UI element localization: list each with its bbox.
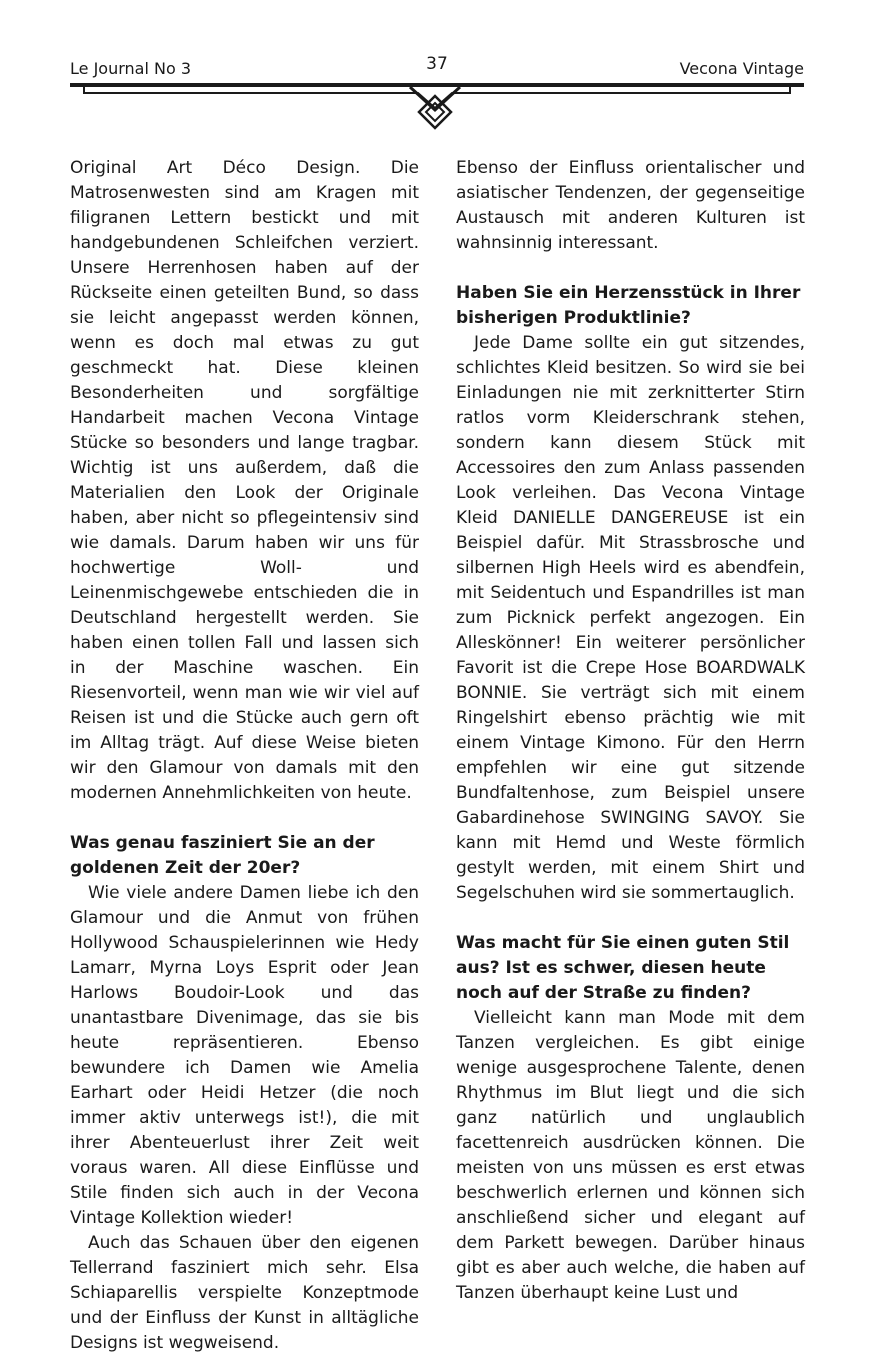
right-column	[456, 156, 805, 1306]
interview-question: Haben Sie ein Herzensstück in Ihrer bisherigen Produktlinie?	[456, 283, 801, 328]
interview-question: Was macht für Sie einen guten Stil aus? Ist es schwer, diesen heute noch auf der Straße zu finden?	[456, 933, 790, 1003]
paragraph: Vielleicht kann man Mode mit dem Tanzen vergleichen. Es gibt einige wenige ausgesprochene Talente, denen Rhythmus im Blut liegt und die sich ganz natürlich und unglaublich facettenreich ausdrücken können. Die meisten von uns müssen es erst etwas beschwerlich erlernen und können sich anschließend sicher und elegant auf dem Parkett bewegen. Darüber hinaus gibt es aber auch welche, die haben auf Tanzen überhaupt keine Lust und	[456, 1008, 805, 1303]
paragraph: Original Art Déco Design. Die Matrosenwesten sind am Kragen mit filigranen Lettern bestickt und mit handgebundenen Schleifchen verziert. Unsere Herrenhosen haben auf der Rückseite einen geteilten Bund, so dass sie leicht angepasst werden können, wenn es doch mal etwas zu gut geschmeckt hat. Diese kleinen Besonderheiten und sorgfältige Handarbeit machen Vecona Vintage Stücke so besonders und lange tragbar. Wichtig ist uns außerdem, daß die Materialien den Look der Originale haben, aber nicht so pflegeintensiv sind wie damals. Darum haben wir uns für hochwertige Woll- und Leinenmischgewebe entschieden die in Deutschland hergestellt werden. Sie haben einen tollen Fall und lassen sich in der Maschine waschen. Ein Riesenvorteil, wenn man wie wir viel auf Reisen ist und die Stücke auch gern oft im Alltag trägt. Auf diese Weise bieten wir den Glamour von damals mit den modernen Annehmlichkeiten von heute.	[70, 158, 419, 803]
page-header	[70, 56, 804, 78]
paragraph: Ebenso der Einfluss orientalischer und asiatischer Tendenzen, der gegenseitige Austausch mit anderen Kulturen ist wahnsinnig interessant.	[456, 158, 805, 253]
paragraph: Wie viele andere Damen liebe ich den Glamour und die Anmut von frühen Hollywood Schauspielerinnen wie Hedy Lamarr, Myrna Loys Esprit oder Jean Harlows Boudoir-Look und das unantastbare Divenimage, das sie bis heute repräsentieren. Ebenso bewundere ich Damen wie Amelia Earhart oder Heidi Hetzer (die noch immer aktiv unterwegs ist!), die mit ihrer Abenteuerlust ihrer Zeit weit voraus waren. All diese Einflüsse und Stile finden sich auch in der Vecona Vintage Kollektion wieder!	[70, 883, 419, 1228]
paragraph: Auch das Schauen über den eigenen Tellerrand fasziniert mich sehr. Elsa Schiaparellis verspielte Konzeptmode und der Einfluss der Kunst in alltägliche Designs ist wegweisend.	[70, 1233, 419, 1353]
interview-question: Was genau fasziniert Sie an der goldenen Zeit der 20er?	[70, 833, 375, 878]
journal-title: Le Journal No 3	[70, 59, 192, 78]
brand-name: Vecona Vintage	[679, 59, 804, 78]
left-column	[70, 156, 419, 1356]
art-deco-divider-ornament	[70, 78, 804, 134]
paragraph: Jede Dame sollte ein gut sitzendes, schlichtes Kleid besitzen. So wird sie bei Einladungen nie mit zerknitterter Stirn ratlos vorm Kleiderschrank stehen, sondern kann diesem Stück mit Accessoires den zum Anlass passenden Look verleihen. Das Vecona Vintage Kleid DANIELLE DANGEREUSE ist ein Beispiel dafür. Mit Strassbrosche und silbernen High Heels wird es abendfein, mit Seidentuch und Espandrilles ist man zum Picknick perfekt angezogen. Ein Alleskönner! Ein weiterer persönlicher Favorit ist die Crepe Hose BOARDWALK BONNIE. Sie verträgt sich mit einem Ringelshirt ebenso prächtig wie mit einem Vintage Kimono. Für den Herrn empfehlen wir eine gut sitzende Bundfaltenhose, zum Beispiel unsere Gabardinehose SWINGING SAVOY. Sie kann mit Hemd und Weste förmlich gestylt werden, mit einem Shirt und Segelschuhen wird sie sommertauglich.	[456, 333, 805, 903]
page-number: 37	[426, 54, 448, 74]
